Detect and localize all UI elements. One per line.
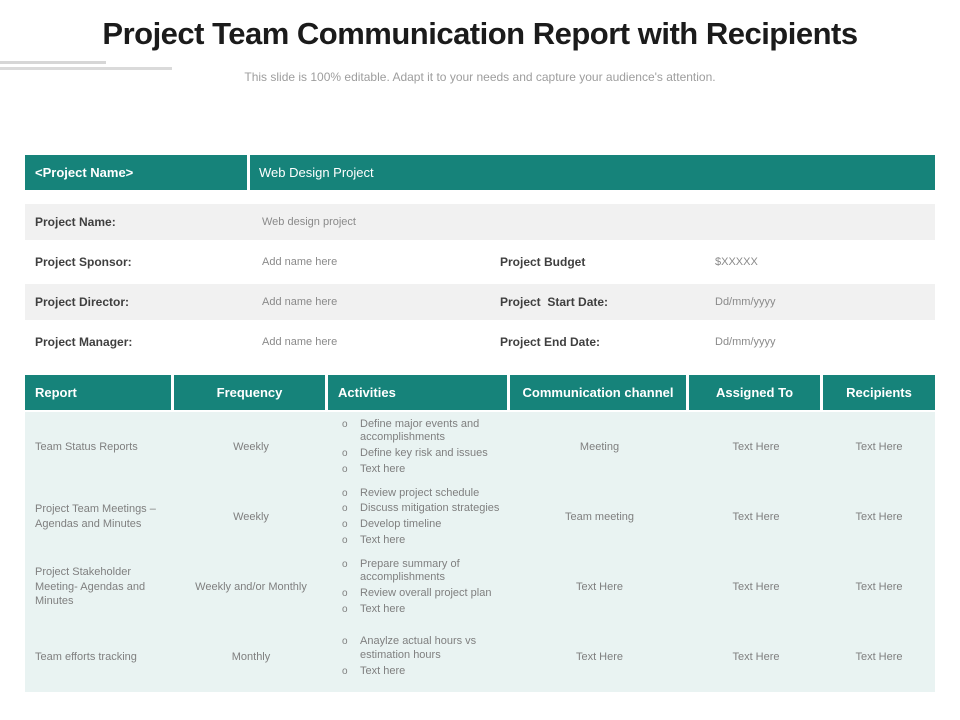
bullet-marker-icon: o bbox=[342, 603, 348, 615]
project-name-placeholder: <Project Name> bbox=[25, 155, 250, 190]
activity-item bbox=[342, 587, 504, 601]
info-value: Dd/mm/yyyy bbox=[715, 296, 776, 308]
page-subtitle: This slide is 100% editable. Adapt it to your needs and capture your audience's attention. bbox=[244, 70, 716, 84]
column-header-channel: Communication channel bbox=[510, 375, 689, 410]
column-header-assigned-to: Assigned To bbox=[689, 375, 823, 410]
info-label: Project Manager: bbox=[35, 335, 133, 349]
report-cell: Team Status Reports bbox=[35, 440, 138, 453]
activity-text: Review overall project plan bbox=[360, 587, 492, 599]
report-cell: Team efforts tracking bbox=[35, 650, 137, 663]
activity-text: Text here bbox=[360, 664, 406, 677]
activity-item bbox=[342, 502, 504, 516]
report-table-body bbox=[25, 412, 935, 692]
info-label: Project Budget bbox=[500, 255, 586, 269]
info-row bbox=[25, 324, 935, 360]
info-value: Add name here bbox=[262, 296, 338, 308]
table-row bbox=[25, 622, 935, 692]
frequency-cell: Monthly bbox=[231, 651, 271, 663]
activity-item bbox=[342, 635, 504, 663]
bullet-marker-icon: o bbox=[342, 463, 348, 475]
activity-item bbox=[342, 487, 504, 501]
channel-cell: Text Here bbox=[575, 651, 624, 663]
channel-cell: Meeting bbox=[579, 441, 620, 453]
table-row bbox=[25, 552, 935, 622]
project-info-body bbox=[25, 204, 935, 360]
info-row bbox=[25, 284, 935, 320]
activity-item bbox=[342, 518, 504, 532]
info-value: Dd/mm/yyyy bbox=[715, 336, 776, 348]
activity-text: Text here bbox=[360, 462, 406, 475]
bullet-marker-icon: o bbox=[342, 636, 348, 648]
frequency-cell: Weekly bbox=[233, 511, 269, 523]
activities-cell bbox=[328, 487, 510, 548]
table-row bbox=[25, 482, 935, 552]
assigned-to-cell: Text Here bbox=[732, 511, 780, 523]
recipients-cell: Text Here bbox=[855, 581, 903, 593]
info-label: Project End Date: bbox=[500, 335, 601, 349]
activity-text: Prepare summary of accomplishments bbox=[360, 557, 460, 584]
page-title: Project Team Communication Report with Recipients bbox=[102, 16, 858, 51]
bullet-marker-icon: o bbox=[342, 503, 348, 515]
activity-item bbox=[342, 447, 504, 461]
table-row bbox=[25, 412, 935, 482]
assigned-to-cell: Text Here bbox=[732, 441, 780, 453]
bullet-marker-icon: o bbox=[342, 588, 348, 599]
bullet-marker-icon: o bbox=[342, 665, 348, 677]
assigned-to-cell: Text Here bbox=[732, 651, 780, 663]
recipients-cell: Text Here bbox=[855, 511, 903, 523]
activity-item bbox=[342, 665, 504, 679]
info-label: Project Name: bbox=[35, 215, 116, 229]
report-cell: Project Team Meetings – Agendas and Minutes bbox=[35, 503, 156, 530]
activity-item bbox=[342, 418, 504, 446]
info-label: Project Sponsor: bbox=[35, 255, 132, 269]
info-label: Project Start Date: bbox=[500, 295, 609, 309]
info-label: Project Director: bbox=[35, 295, 130, 309]
column-header-report: Report bbox=[25, 375, 174, 410]
activity-item bbox=[342, 603, 504, 617]
report-table-header bbox=[25, 375, 935, 410]
communication-report-table bbox=[25, 375, 935, 692]
project-info-header bbox=[25, 155, 935, 190]
activity-text: Define key risk and issues bbox=[360, 447, 488, 459]
bullet-marker-icon: o bbox=[342, 418, 348, 430]
bullet-marker-icon: o bbox=[342, 558, 348, 570]
info-row bbox=[25, 244, 935, 280]
activities-cell bbox=[328, 418, 510, 477]
activity-text: Define major events and accomplishments bbox=[360, 417, 480, 444]
column-header-frequency: Frequency bbox=[174, 375, 328, 410]
decorative-line bbox=[0, 61, 106, 64]
info-row bbox=[25, 204, 935, 240]
activities-cell bbox=[328, 558, 510, 617]
bullet-marker-icon: o bbox=[342, 519, 348, 530]
activity-item bbox=[342, 463, 504, 477]
bullet-marker-icon: o bbox=[342, 487, 348, 499]
recipients-cell: Text Here bbox=[855, 441, 903, 453]
bullet-marker-icon: o bbox=[342, 448, 348, 459]
channel-cell: Team meeting bbox=[564, 511, 635, 523]
column-header-activities: Activities bbox=[328, 375, 510, 410]
activity-item bbox=[342, 558, 504, 586]
report-cell: Project Stakeholder Meeting- Agendas and Minutes bbox=[35, 565, 146, 608]
channel-cell: Text Here bbox=[575, 581, 624, 593]
activity-text: Text here bbox=[360, 533, 406, 546]
activity-item bbox=[342, 534, 504, 548]
activity-text: Develop timeline bbox=[360, 518, 442, 530]
project-info-table bbox=[25, 155, 935, 364]
assigned-to-cell: Text Here bbox=[732, 581, 780, 593]
activity-text: Text here bbox=[360, 602, 406, 615]
info-value: Web design project bbox=[262, 216, 356, 228]
info-value: Add name here bbox=[262, 336, 338, 348]
activity-text: Discuss mitigation strategies bbox=[360, 502, 500, 515]
frequency-cell: Weekly bbox=[233, 441, 269, 453]
project-name-value: Web Design Project bbox=[259, 165, 374, 180]
bullet-marker-icon: o bbox=[342, 534, 348, 546]
info-value: $XXXXX bbox=[715, 256, 758, 268]
activities-cell bbox=[328, 635, 510, 678]
info-value: Add name here bbox=[262, 256, 338, 268]
activity-text: Review project schedule bbox=[360, 486, 480, 499]
column-header-recipients: Recipients bbox=[823, 375, 935, 410]
frequency-cell: Weekly and/or Monthly bbox=[195, 581, 307, 593]
activity-text: Anaylze actual hours vs estimation hours bbox=[360, 635, 477, 662]
recipients-cell: Text Here bbox=[855, 651, 903, 663]
